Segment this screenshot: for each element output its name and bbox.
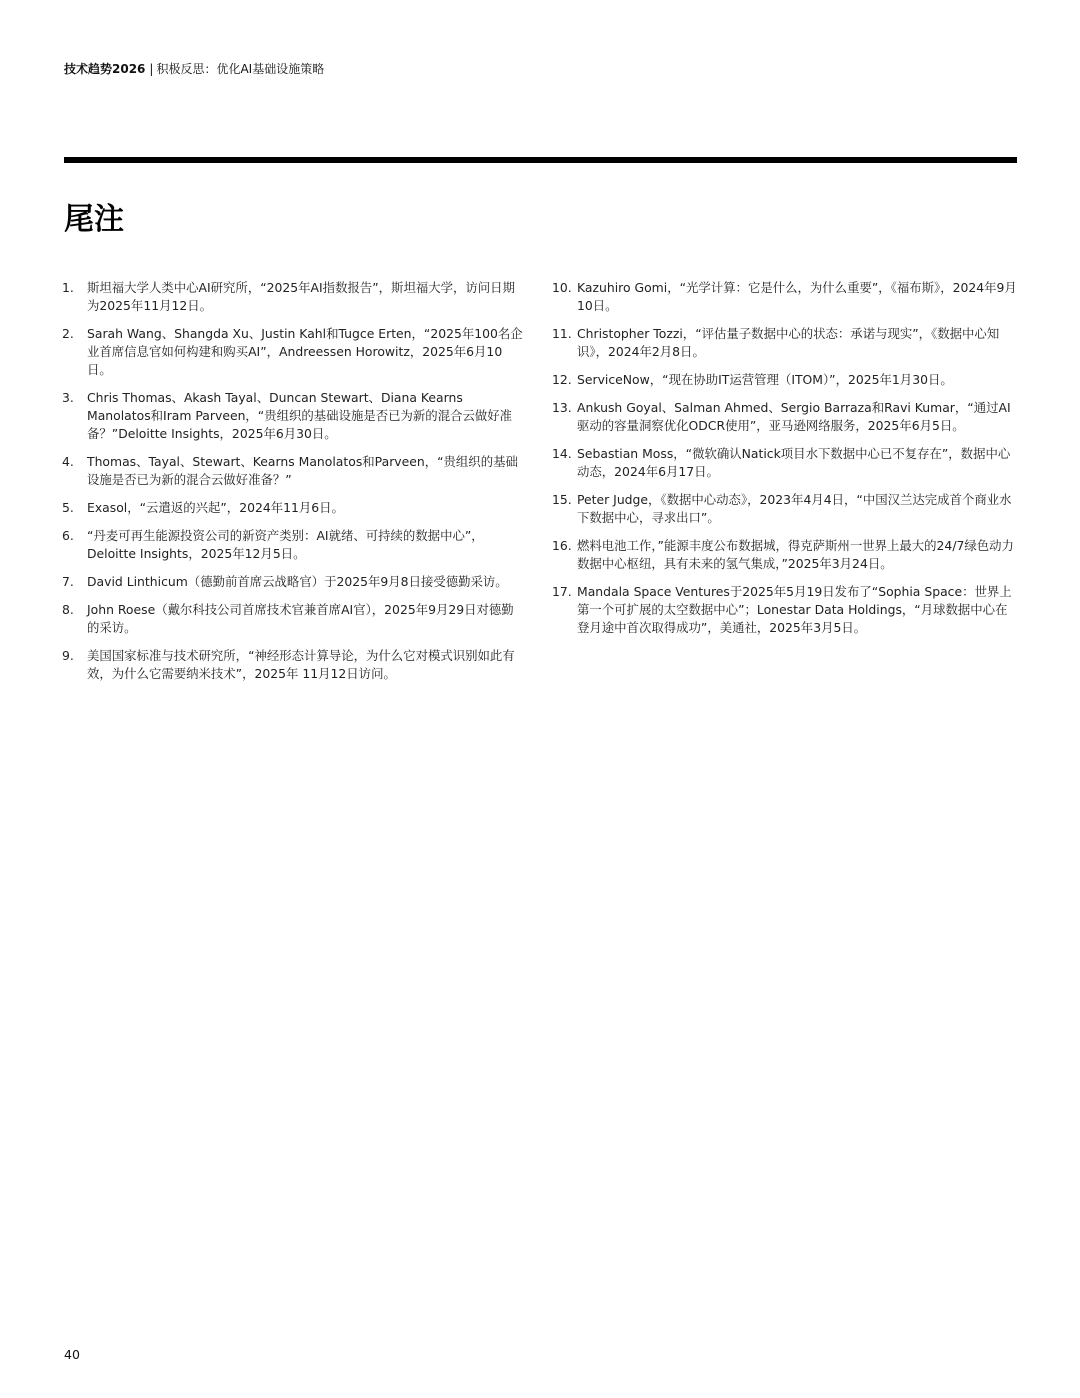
- endnote-number: 8.: [62, 602, 74, 617]
- header-separator: |: [149, 62, 154, 76]
- endnote-text: Exasol，“云遣返的兴起”，2024年11月6日。: [87, 500, 344, 515]
- endnote-text: Christopher Tozzi，“评估量子数据中心的状态：承诺与现实”，《数据中心知识》，2024年2月8日。: [577, 326, 1000, 359]
- endnote-item: [552, 583, 1018, 637]
- endnote-text: 美国国家标准与技术研究所，“神经形态计算导论，为什么它对模式识别如此有效，为什么它需要纳米技术”，2025年 11月12日访问。: [87, 648, 515, 681]
- endnote-number: 11.: [552, 326, 572, 341]
- endnote-item: [62, 527, 524, 563]
- endnote-item: [62, 647, 524, 683]
- endnote-text: Mandala Space Ventures于2025年5月19日发布了“Sophia Space：世界上第一个可扩展的太空数据中心”；Lonestar Data Holdings，“月球数据中心在登月途中首次取得成功”，美通社，2025年3月5日。: [577, 584, 1012, 635]
- endnote-text: Peter Judge，《数据中心动态》，2023年4月4日，“中国汉兰达完成首个商业水下数据中心，寻求出口”。: [577, 492, 1012, 525]
- endnote-number: 7.: [62, 574, 74, 589]
- title-rule: [64, 157, 1017, 163]
- endnote-number: 1.: [62, 280, 74, 295]
- endnote-text: David Linthicum（德勤前首席云战略官）于2025年9月8日接受德勤采访。: [87, 574, 508, 589]
- endnotes-right-column: [552, 279, 1018, 647]
- endnote-text: Thomas、Tayal、Stewart、Kearns Manolatos和Parveen，“贵组织的基础设施是否已为新的混合云做好准备？”: [87, 454, 518, 487]
- endnote-number: 10.: [552, 280, 572, 295]
- endnote-number: 6.: [62, 528, 74, 543]
- endnote-text: Sebastian Moss，“微软确认Natick项目水下数据中心已不复存在”，数据中心动态，2024年6月17日。: [577, 446, 1011, 479]
- endnote-text: John Roese（戴尔科技公司首席技术官兼首席AI官），2025年9月29日对德勤的采访。: [87, 602, 514, 635]
- endnote-number: 15.: [552, 492, 572, 507]
- endnote-text: “丹麦可再生能源投资公司的新资产类别：AI就绪、可持续的数据中心”，Deloitte Insights，2025年12月5日。: [87, 528, 484, 561]
- endnote-number: 9.: [62, 648, 74, 663]
- running-header: [64, 60, 324, 77]
- endnote-text: Ankush Goyal、Salman Ahmed、Sergio Barraza和Ravi Kumar，“通过AI驱动的容量洞察优化ODCR使用”，亚马逊网络服务，2025年6月5日。: [577, 400, 1011, 433]
- endnote-item: [552, 371, 1018, 389]
- endnote-text: 燃料电池工作，”能源丰度公布数据城，得克萨斯州一世界上最大的24/7绿色动力数据中心枢纽，具有未来的氢气集成，”2025年3月24日。: [577, 538, 1014, 571]
- endnote-item: [62, 325, 524, 379]
- page-title: 尾注: [64, 202, 124, 237]
- endnote-item: [62, 453, 524, 489]
- endnote-item: [552, 445, 1018, 481]
- endnote-text: Sarah Wang、Shangda Xu、Justin Kahl和Tugce Erten，“2025年100名企业首席信息官如何构建和购买AI”，Andreessen Horowitz，2025年6月10日。: [87, 326, 523, 377]
- endnote-item: [62, 601, 524, 637]
- endnotes-left-column: [62, 279, 524, 693]
- header-subtitle: 积极反思：优化AI基础设施策略: [156, 62, 325, 76]
- endnote-text: Chris Thomas、Akash Tayal、Duncan Stewart、Diana Kearns Manolatos和Iram Parveen，“贵组织的基础设施是否已为新的混合云做好准备？”Deloitte Insights，2025年6月30日。: [87, 390, 513, 441]
- endnote-item: [552, 325, 1018, 361]
- header-brand: 技术趋势2026: [64, 62, 146, 76]
- endnote-text: Kazuhiro Gomi，“光学计算：它是什么，为什么重要”，《福布斯》，2024年9月10日。: [577, 280, 1017, 313]
- endnote-item: [62, 573, 524, 591]
- endnote-item: [552, 491, 1018, 527]
- endnote-item: [62, 499, 524, 517]
- endnote-number: 17.: [552, 584, 572, 599]
- endnote-text: 斯坦福大学人类中心AI研究所，“2025年AI指数报告”，斯坦福大学，访问日期为2025年11月12日。: [87, 280, 515, 313]
- endnote-number: 3.: [62, 390, 74, 405]
- endnote-item: [552, 537, 1018, 573]
- endnote-item: [62, 279, 524, 315]
- endnote-number: 16.: [552, 538, 572, 553]
- endnote-number: 4.: [62, 454, 74, 469]
- endnote-number: 2.: [62, 326, 74, 341]
- endnote-number: 14.: [552, 446, 572, 461]
- page-number: 40: [64, 1347, 80, 1362]
- endnote-item: [552, 279, 1018, 315]
- endnote-number: 5.: [62, 500, 74, 515]
- endnote-number: 13.: [552, 400, 572, 415]
- endnote-item: [62, 389, 524, 443]
- endnote-number: 12.: [552, 372, 572, 387]
- endnote-item: [552, 399, 1018, 435]
- endnote-text: ServiceNow，“现在协助IT运营管理（ITOM）”，2025年1月30日。: [577, 372, 953, 387]
